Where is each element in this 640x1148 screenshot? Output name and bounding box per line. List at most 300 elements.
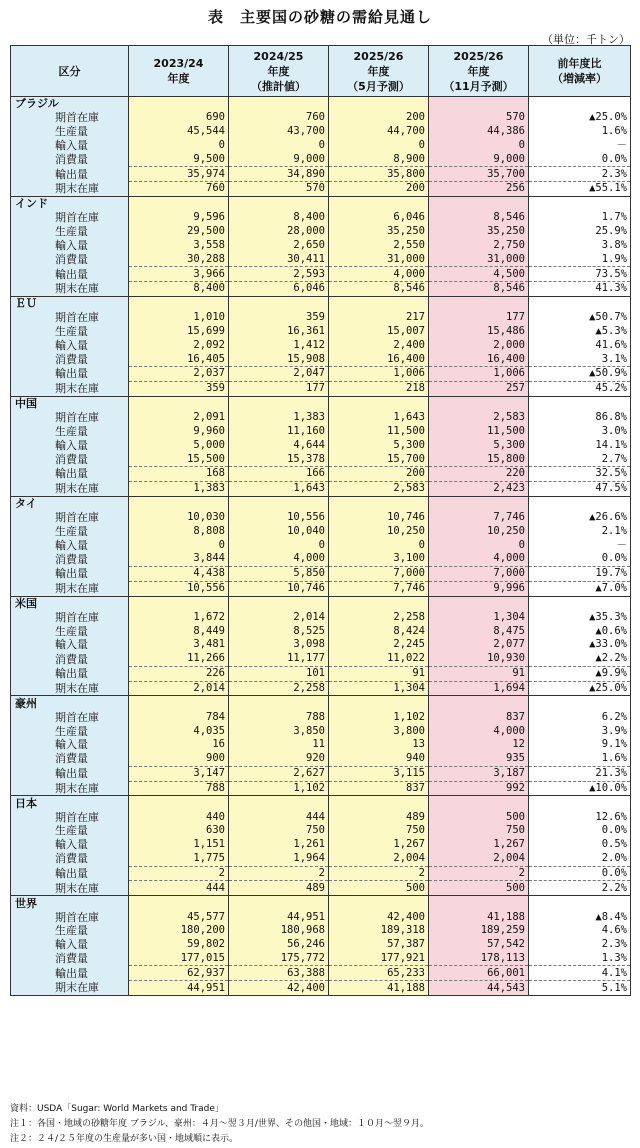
change-rate-cell: ▲35.3% — [529, 610, 631, 624]
change-rate-cell: 0.0% — [529, 824, 631, 838]
value-cell: 10,746 — [229, 581, 329, 596]
change-rate-cell: 1.6% — [529, 752, 631, 766]
country-name: 日本 — [11, 796, 129, 810]
value-cell: 0 — [429, 538, 529, 552]
value-cell: 0 — [129, 538, 229, 552]
empty-cell — [129, 496, 229, 510]
value-cell: 41,188 — [329, 981, 429, 996]
table-row — [11, 338, 631, 352]
row-label: 消費量 — [11, 452, 129, 466]
empty-cell — [529, 496, 631, 510]
empty-cell — [529, 696, 631, 710]
value-cell: 8,525 — [229, 624, 329, 638]
row-label: 生産量 — [11, 125, 129, 139]
row-label: 消費量 — [11, 752, 129, 766]
empty-cell — [429, 97, 529, 111]
value-cell: 920 — [229, 752, 329, 766]
table-row — [11, 238, 631, 252]
empty-cell — [129, 696, 229, 710]
row-label: 期末在庫 — [11, 881, 129, 896]
change-rate-cell: 45.2% — [529, 381, 631, 396]
change-rate-cell: ▲9.9% — [529, 666, 631, 681]
country-name: タイ — [11, 496, 129, 510]
table-row — [11, 824, 631, 838]
value-cell: 15,800 — [429, 452, 529, 466]
value-cell: 177,015 — [129, 952, 229, 966]
country-row — [11, 396, 631, 410]
value-cell: 2,258 — [329, 610, 429, 624]
row-label: 消費量 — [11, 652, 129, 666]
value-cell: 30,411 — [229, 252, 329, 266]
change-rate-cell: 0.5% — [529, 838, 631, 852]
empty-cell — [529, 296, 631, 310]
value-cell: 940 — [329, 752, 429, 766]
value-cell: 11,022 — [329, 652, 429, 666]
value-cell: 15,699 — [129, 325, 229, 339]
row-label: 生産量 — [11, 424, 129, 438]
row-label: 期首在庫 — [11, 211, 129, 225]
value-cell: 16 — [129, 738, 229, 752]
value-cell: 935 — [429, 752, 529, 766]
table-row — [11, 638, 631, 652]
value-cell: 1,672 — [129, 610, 229, 624]
row-label: 期首在庫 — [11, 710, 129, 724]
value-cell: 4,644 — [229, 438, 329, 452]
country-row — [11, 796, 631, 810]
table-row — [11, 781, 631, 796]
table-row — [11, 411, 631, 425]
change-rate-cell: 2.1% — [529, 524, 631, 538]
value-cell: 8,546 — [329, 281, 429, 296]
change-rate-cell: 6.2% — [529, 710, 631, 724]
header-col5-line2: （増減率） — [552, 72, 607, 85]
note-2: 注２：２４/２５年度の生産量が多い国・地域順に表示。 — [10, 1134, 239, 1144]
value-cell: 177 — [229, 381, 329, 396]
change-rate-cell: 41.6% — [529, 338, 631, 352]
row-label: 生産量 — [11, 325, 129, 339]
empty-cell — [329, 196, 429, 210]
empty-cell — [429, 696, 529, 710]
value-cell: 16,361 — [229, 325, 329, 339]
row-label: 期首在庫 — [11, 610, 129, 624]
change-rate-cell: ▲25.0% — [529, 681, 631, 696]
value-cell: 180,200 — [129, 924, 229, 938]
country-row — [11, 296, 631, 310]
value-cell: 15,378 — [229, 452, 329, 466]
table-row — [11, 381, 631, 396]
value-cell: 217 — [329, 311, 429, 325]
value-cell: 630 — [129, 824, 229, 838]
change-rate-cell: 2.7% — [529, 452, 631, 466]
table-row — [11, 325, 631, 339]
value-cell: 56,246 — [229, 938, 329, 952]
value-cell: 3,100 — [329, 552, 429, 566]
row-label: 期末在庫 — [11, 182, 129, 197]
value-cell: 1,261 — [229, 838, 329, 852]
value-cell: 2 — [429, 866, 529, 881]
value-cell: 788 — [229, 710, 329, 724]
header-col4-line1: 2025/26 — [453, 49, 504, 63]
empty-cell — [229, 196, 329, 210]
value-cell: 2,583 — [329, 481, 429, 496]
row-label: 生産量 — [11, 824, 129, 838]
empty-cell — [229, 296, 329, 310]
value-cell: 992 — [429, 781, 529, 796]
table-row — [11, 952, 631, 966]
empty-cell — [529, 396, 631, 410]
value-cell: 0 — [329, 139, 429, 153]
value-cell: 7,746 — [329, 581, 429, 596]
value-cell: 1,267 — [429, 838, 529, 852]
row-label: 期末在庫 — [11, 581, 129, 596]
value-cell: 1,267 — [329, 838, 429, 852]
value-cell: 2 — [129, 866, 229, 881]
value-cell: 2,423 — [429, 481, 529, 496]
row-label: 期首在庫 — [11, 411, 129, 425]
table-row — [11, 738, 631, 752]
header-col2 — [229, 46, 329, 97]
value-cell: 8,546 — [429, 281, 529, 296]
header-col5 — [529, 46, 631, 97]
value-cell: 837 — [329, 781, 429, 796]
value-cell: 5,850 — [229, 566, 329, 581]
change-rate-cell: ▲5.3% — [529, 325, 631, 339]
row-label: 期末在庫 — [11, 681, 129, 696]
empty-cell — [229, 97, 329, 111]
empty-cell — [129, 396, 229, 410]
row-label: 期首在庫 — [11, 111, 129, 125]
value-cell: 8,400 — [229, 211, 329, 225]
unit-label: （単位：千トン） — [542, 33, 630, 46]
value-cell: 200 — [329, 182, 429, 197]
row-label: 生産量 — [11, 225, 129, 239]
change-rate-cell: 3.0% — [529, 424, 631, 438]
value-cell: 220 — [429, 466, 529, 481]
value-cell: 177 — [429, 311, 529, 325]
change-rate-cell: 1.3% — [529, 952, 631, 966]
change-rate-cell: 25.9% — [529, 225, 631, 239]
value-cell: 444 — [129, 881, 229, 896]
value-cell: 444 — [229, 810, 329, 824]
table-row — [11, 225, 631, 239]
value-cell: 4,500 — [429, 267, 529, 282]
row-label: 輸出量 — [11, 666, 129, 681]
value-cell: 2,014 — [129, 681, 229, 696]
empty-cell — [329, 696, 429, 710]
value-cell: 6,046 — [229, 281, 329, 296]
value-cell: 226 — [129, 666, 229, 681]
table-row — [11, 610, 631, 624]
table-row — [11, 211, 631, 225]
header-col1-line2: 年度 — [167, 72, 190, 85]
country-name: ブラジル — [11, 97, 129, 111]
value-cell: 45,577 — [129, 910, 229, 924]
table-row — [11, 710, 631, 724]
value-cell: 3,850 — [229, 724, 329, 738]
value-cell: 31,000 — [329, 252, 429, 266]
header-col4-line2: 年度 — [467, 64, 490, 78]
change-rate-cell: － — [529, 538, 631, 552]
empty-cell — [529, 196, 631, 210]
value-cell: 166 — [229, 466, 329, 481]
change-rate-cell: 5.1% — [529, 981, 631, 996]
table-row — [11, 524, 631, 538]
row-label: 生産量 — [11, 924, 129, 938]
row-label: 輸入量 — [11, 938, 129, 952]
value-cell: 11,500 — [429, 424, 529, 438]
change-rate-cell: 2.0% — [529, 852, 631, 866]
value-cell: 9,960 — [129, 424, 229, 438]
change-rate-cell: ▲50.9% — [529, 367, 631, 382]
value-cell: 760 — [129, 182, 229, 197]
value-cell: 11,266 — [129, 652, 229, 666]
value-cell: 5,300 — [329, 438, 429, 452]
row-label: 期末在庫 — [11, 381, 129, 396]
value-cell: 3,558 — [129, 238, 229, 252]
value-cell: 8,808 — [129, 524, 229, 538]
value-cell: 500 — [429, 881, 529, 896]
value-cell: 3,481 — [129, 638, 229, 652]
row-label: 輸出量 — [11, 367, 129, 382]
value-cell: 8,449 — [129, 624, 229, 638]
value-cell: 8,475 — [429, 624, 529, 638]
empty-cell — [429, 596, 529, 610]
row-label: 輸入量 — [11, 139, 129, 153]
value-cell: 13 — [329, 738, 429, 752]
empty-cell — [429, 796, 529, 810]
change-rate-cell: ▲8.4% — [529, 910, 631, 924]
table-row — [11, 566, 631, 581]
value-cell: 10,556 — [129, 581, 229, 596]
header-col3-line2: 年度 — [367, 64, 390, 78]
empty-cell — [229, 796, 329, 810]
value-cell: 750 — [229, 824, 329, 838]
row-label: 生産量 — [11, 624, 129, 638]
table-row — [11, 311, 631, 325]
header-col3 — [329, 46, 429, 97]
country-name: 世界 — [11, 896, 129, 910]
table-row — [11, 724, 631, 738]
table-row — [11, 552, 631, 566]
header-col1-line1: 2023/24 — [153, 57, 204, 70]
value-cell: 15,486 — [429, 325, 529, 339]
value-cell: 12 — [429, 738, 529, 752]
table-row — [11, 938, 631, 952]
table-row — [11, 267, 631, 282]
empty-cell — [129, 196, 229, 210]
change-rate-cell: 73.5% — [529, 267, 631, 282]
value-cell: 44,543 — [429, 981, 529, 996]
table-row — [11, 810, 631, 824]
country-row — [11, 196, 631, 210]
row-label: 期末在庫 — [11, 281, 129, 296]
value-cell: 44,700 — [329, 125, 429, 139]
change-rate-cell: ▲33.0% — [529, 638, 631, 652]
value-cell: 4,000 — [329, 267, 429, 282]
value-cell: 760 — [229, 111, 329, 125]
row-label: 輸出量 — [11, 866, 129, 881]
change-rate-cell: 0.0% — [529, 152, 631, 166]
row-label: 期首在庫 — [11, 910, 129, 924]
value-cell: 16,400 — [429, 352, 529, 366]
country-row — [11, 496, 631, 510]
value-cell: 4,000 — [429, 724, 529, 738]
value-cell: 8,546 — [429, 211, 529, 225]
row-label: 生産量 — [11, 524, 129, 538]
change-rate-cell: 19.7% — [529, 566, 631, 581]
value-cell: 2,092 — [129, 338, 229, 352]
value-cell: 15,007 — [329, 325, 429, 339]
value-cell: 11,177 — [229, 652, 329, 666]
value-cell: 837 — [429, 710, 529, 724]
header-col2-line1: 2024/25 — [253, 49, 304, 63]
empty-cell — [529, 896, 631, 910]
header-col3-line3: （5月予測） — [347, 79, 410, 93]
value-cell: 2,583 — [429, 411, 529, 425]
change-rate-cell: ▲55.1% — [529, 182, 631, 197]
change-rate-cell: － — [529, 139, 631, 153]
value-cell: 8,400 — [129, 281, 229, 296]
value-cell: 2,750 — [429, 238, 529, 252]
value-cell: 784 — [129, 710, 229, 724]
value-cell: 44,951 — [129, 981, 229, 996]
country-row — [11, 97, 631, 111]
value-cell: 1,006 — [329, 367, 429, 382]
value-cell: 28,000 — [229, 225, 329, 239]
value-cell: 257 — [429, 381, 529, 396]
table-row — [11, 752, 631, 766]
value-cell: 489 — [229, 881, 329, 896]
value-cell: 1,775 — [129, 852, 229, 866]
value-cell: 1,010 — [129, 311, 229, 325]
empty-cell — [129, 796, 229, 810]
change-rate-cell: 3.8% — [529, 238, 631, 252]
change-rate-cell: 3.1% — [529, 352, 631, 366]
value-cell: 0 — [329, 538, 429, 552]
value-cell: 11,500 — [329, 424, 429, 438]
header-col2-line3: （推計値） — [251, 79, 306, 93]
table-row — [11, 452, 631, 466]
row-label: 輸出量 — [11, 566, 129, 581]
value-cell: 218 — [329, 381, 429, 396]
value-cell: 9,996 — [429, 581, 529, 596]
value-cell: 440 — [129, 810, 229, 824]
value-cell: 2,650 — [229, 238, 329, 252]
row-label: 輸入量 — [11, 738, 129, 752]
change-rate-cell: 3.9% — [529, 724, 631, 738]
change-rate-cell: 12.6% — [529, 810, 631, 824]
value-cell: 168 — [129, 466, 229, 481]
value-cell: 41,188 — [429, 910, 529, 924]
empty-cell — [129, 896, 229, 910]
table-row — [11, 581, 631, 596]
value-cell: 200 — [329, 111, 429, 125]
table-row — [11, 652, 631, 666]
value-cell: 5,300 — [429, 438, 529, 452]
table-row — [11, 866, 631, 881]
change-rate-cell: 1.9% — [529, 252, 631, 266]
row-label: 期首在庫 — [11, 510, 129, 524]
value-cell: 2,091 — [129, 411, 229, 425]
footnotes — [10, 1102, 429, 1147]
header-category: 区分 — [11, 46, 129, 97]
change-rate-cell: ▲0.6% — [529, 624, 631, 638]
value-cell: 15,908 — [229, 352, 329, 366]
value-cell: 35,800 — [329, 167, 429, 182]
value-cell: 59,802 — [129, 938, 229, 952]
value-cell: 31,000 — [429, 252, 529, 266]
row-label: 消費量 — [11, 352, 129, 366]
value-cell: 7,746 — [429, 510, 529, 524]
empty-cell — [129, 296, 229, 310]
country-name: ＥＵ — [11, 296, 129, 310]
value-cell: 2,550 — [329, 238, 429, 252]
table-row — [11, 666, 631, 681]
table-row — [11, 981, 631, 996]
value-cell: 1,304 — [329, 681, 429, 696]
value-cell: 200 — [329, 466, 429, 481]
empty-cell — [229, 896, 329, 910]
value-cell: 2,037 — [129, 367, 229, 382]
table-row — [11, 852, 631, 866]
value-cell: 57,387 — [329, 938, 429, 952]
value-cell: 175,772 — [229, 952, 329, 966]
empty-cell — [329, 796, 429, 810]
value-cell: 788 — [129, 781, 229, 796]
table-row — [11, 838, 631, 852]
value-cell: 91 — [329, 666, 429, 681]
value-cell: 3,115 — [329, 766, 429, 781]
empty-cell — [129, 596, 229, 610]
change-rate-cell: 4.6% — [529, 924, 631, 938]
row-label: 消費量 — [11, 252, 129, 266]
value-cell: 2,004 — [329, 852, 429, 866]
value-cell: 6,046 — [329, 211, 429, 225]
value-cell: 4,000 — [429, 552, 529, 566]
value-cell: 750 — [429, 824, 529, 838]
value-cell: 2 — [229, 866, 329, 881]
table-row — [11, 367, 631, 382]
value-cell: 189,318 — [329, 924, 429, 938]
change-rate-cell: 86.8% — [529, 411, 631, 425]
value-cell: 15,700 — [329, 452, 429, 466]
header-row — [11, 46, 631, 97]
empty-cell — [429, 396, 529, 410]
value-cell: 4,438 — [129, 566, 229, 581]
empty-cell — [429, 296, 529, 310]
change-rate-cell: 1.7% — [529, 211, 631, 225]
table-row — [11, 924, 631, 938]
value-cell: 178,113 — [429, 952, 529, 966]
value-cell: 1,383 — [229, 411, 329, 425]
value-cell: 65,233 — [329, 966, 429, 981]
empty-cell — [329, 496, 429, 510]
value-cell: 10,556 — [229, 510, 329, 524]
value-cell: 0 — [429, 139, 529, 153]
change-rate-cell: 32.5% — [529, 466, 631, 481]
value-cell: 1,383 — [129, 481, 229, 496]
value-cell: 500 — [329, 881, 429, 896]
value-cell: 489 — [329, 810, 429, 824]
table-row — [11, 466, 631, 481]
country-name: 米国 — [11, 596, 129, 610]
change-rate-cell: 2.3% — [529, 938, 631, 952]
value-cell: 10,930 — [429, 652, 529, 666]
value-cell: 29,500 — [129, 225, 229, 239]
value-cell: 1,102 — [329, 710, 429, 724]
value-cell: 11 — [229, 738, 329, 752]
value-cell: 177,921 — [329, 952, 429, 966]
